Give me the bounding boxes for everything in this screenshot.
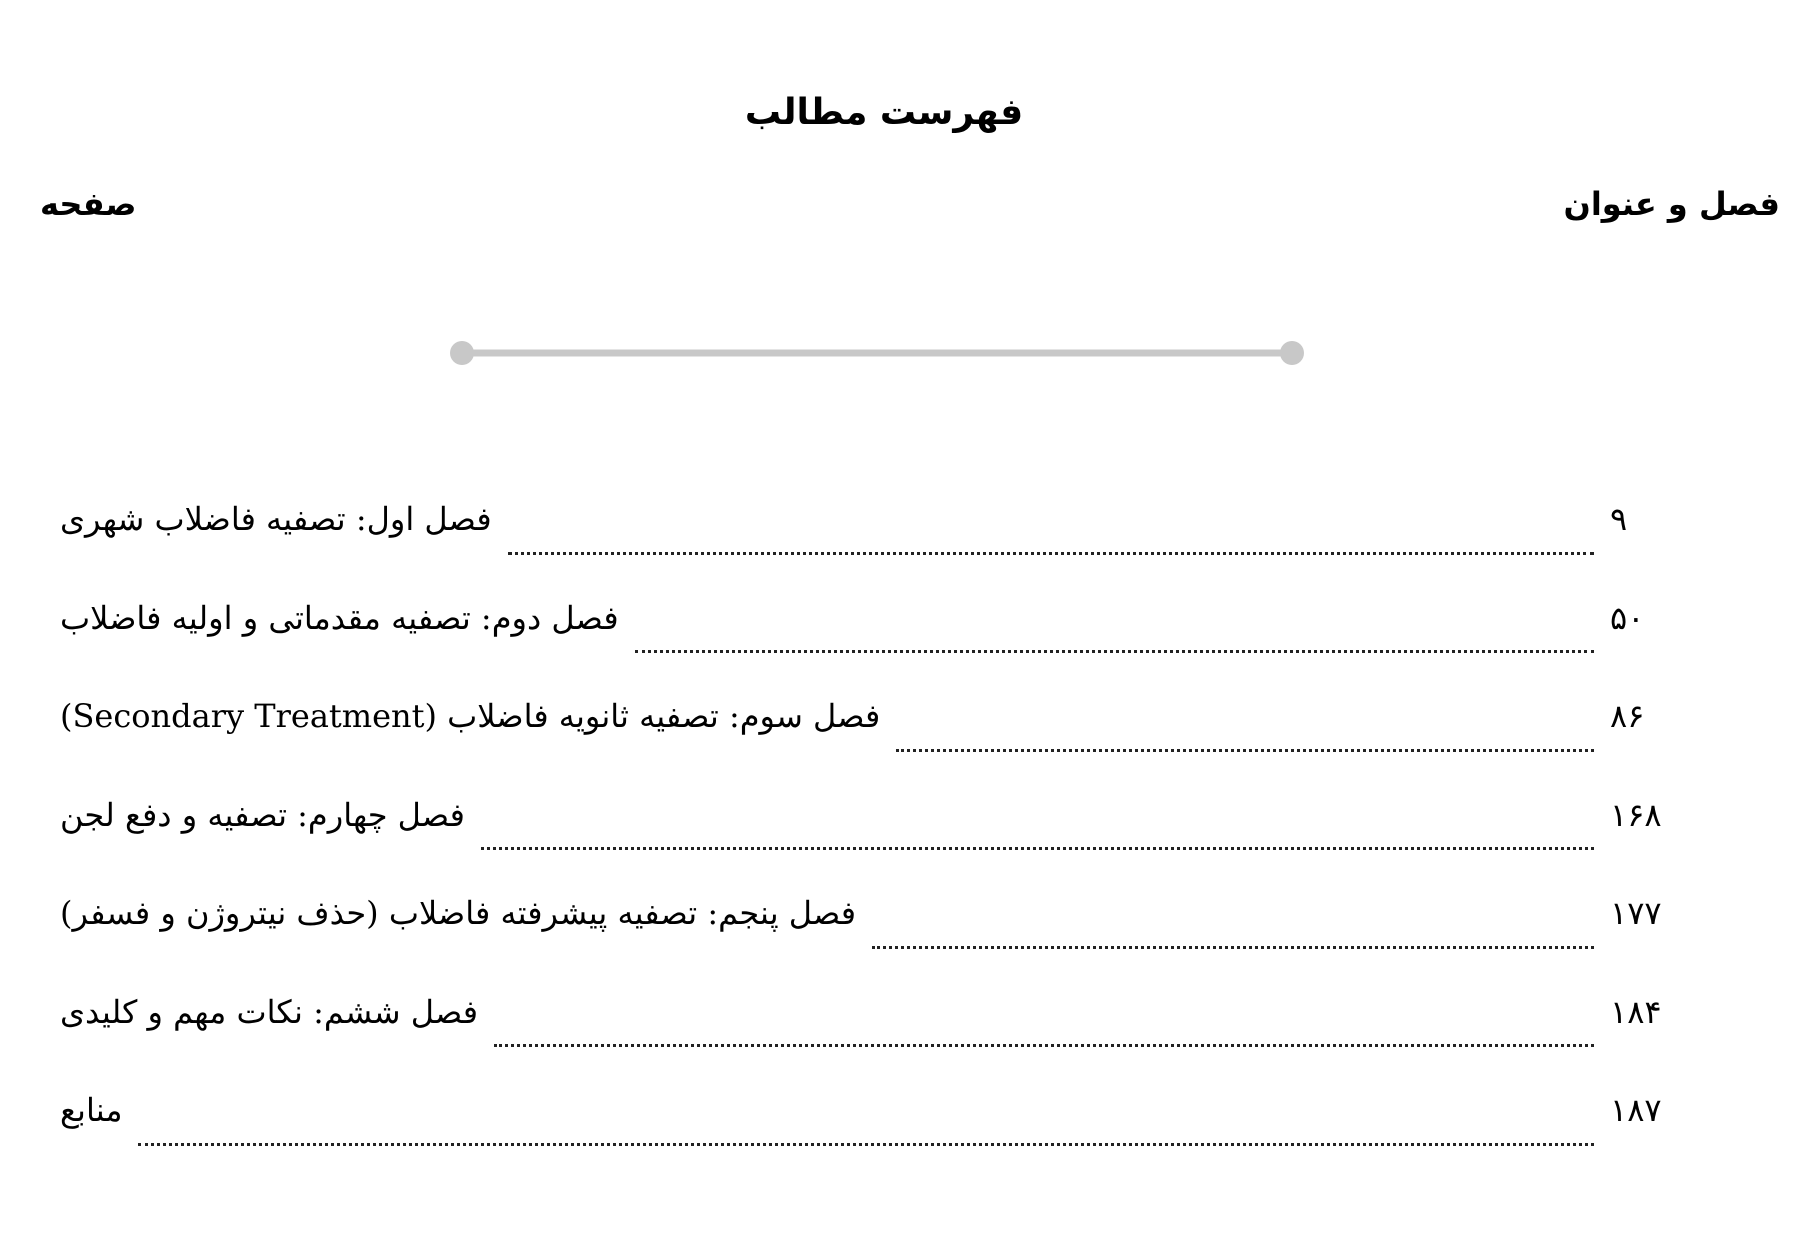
toc-entry-chapter-6[interactable] — [60, 993, 1680, 1092]
toc-entry-title: فصل اول: تصفیه فاضلاب شهری — [60, 500, 492, 538]
toc-entry-page: ۱۸۴ — [1610, 992, 1662, 1031]
toc-entry-page: ۱۸۷ — [1610, 1091, 1662, 1129]
dot-leader — [138, 1143, 1594, 1146]
dot-leader — [494, 1044, 1594, 1047]
toc-entry-title: فصل سوم: تصفیه ثانویه فاضلاب (Secondary Treatment) — [60, 697, 881, 735]
dot-leader — [896, 749, 1594, 752]
dot-leader — [872, 946, 1594, 949]
toc-entry-title: فصل پنجم: تصفیه پیشرفته فاضلاب (حذف نیتروژن و فسفر) — [60, 894, 857, 932]
toc-entry-chapter-5[interactable] — [60, 894, 1680, 993]
toc-entry-references[interactable] — [60, 1091, 1680, 1190]
toc-entry-title: فصل چهارم: تصفیه و دفع لجن — [60, 795, 465, 834]
toc-entry-page: ۱۷۷ — [1610, 894, 1662, 932]
title-column-header: فصل و عنوان — [1563, 185, 1780, 223]
toc-entry-chapter-1[interactable] — [60, 500, 1680, 599]
toc-entry-page: ۹ — [1610, 500, 1628, 538]
toc-entry-title: فصل ششم: نکات مهم و کلیدی — [60, 992, 478, 1031]
toc-entry-page: ۱۶۸ — [1610, 795, 1662, 834]
decorative-divider — [449, 340, 1305, 366]
dot-leader — [635, 650, 1594, 653]
toc-entry-title: منابع — [60, 1091, 123, 1129]
toc-entry-chapter-4[interactable] — [60, 796, 1680, 895]
dot-leader — [508, 552, 1594, 555]
toc-entry-page: ۵۰ — [1610, 598, 1645, 637]
toc-entry-chapter-3[interactable] — [60, 697, 1680, 796]
toc-entry-chapter-2[interactable] — [60, 599, 1680, 698]
page-title: فهرست مطالب — [744, 92, 1024, 133]
dot-leader — [481, 847, 1594, 850]
table-of-contents — [60, 500, 1680, 1190]
toc-entry-title: فصل دوم: تصفیه مقدماتی و اولیه فاضلاب — [60, 598, 619, 637]
page-column-header: صفحه — [40, 185, 137, 223]
toc-entry-page: ۸۶ — [1610, 697, 1645, 735]
